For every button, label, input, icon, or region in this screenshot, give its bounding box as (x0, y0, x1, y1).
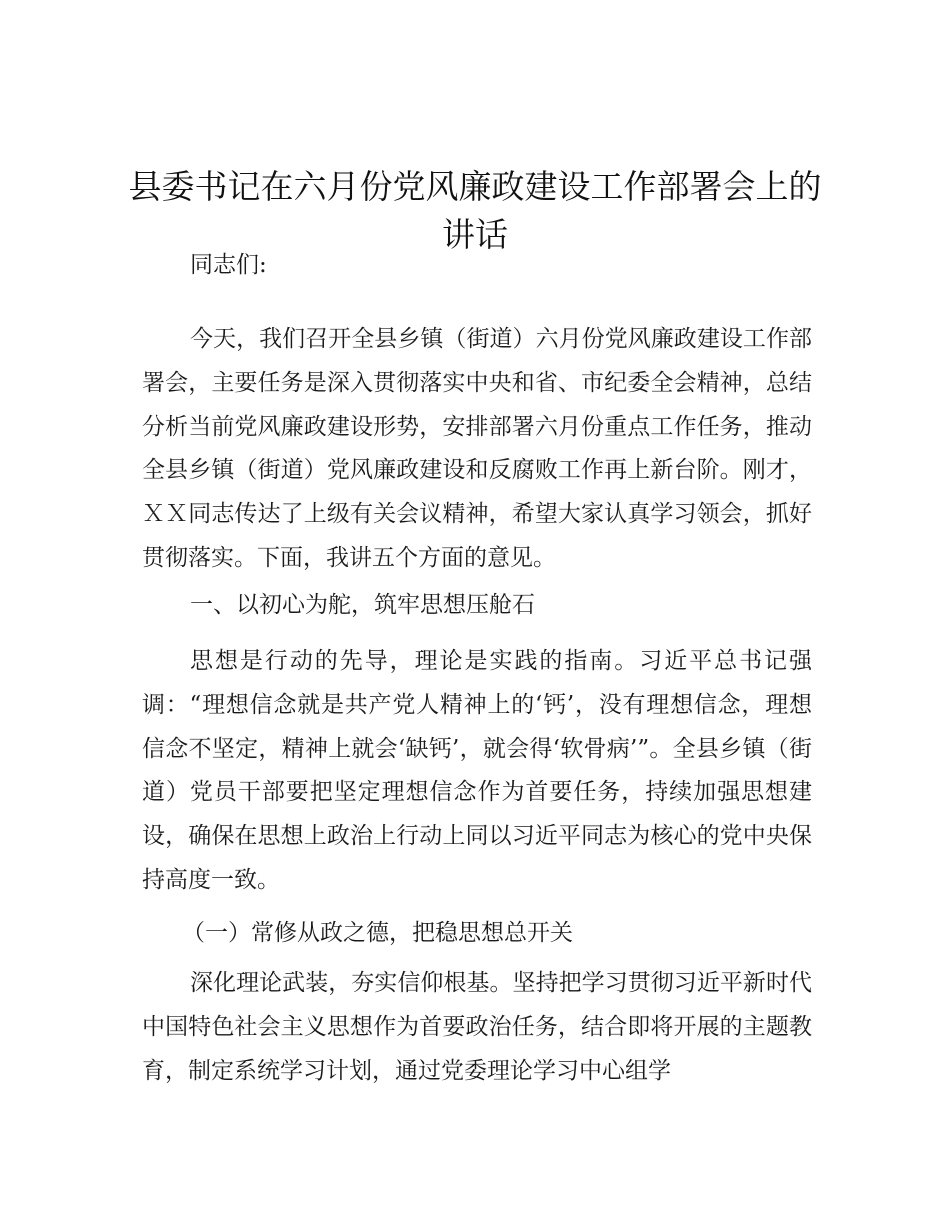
paragraph-opening: 今天，我们召开全县乡镇（街道）六月份党风廉政建设工作部署会，主要任务是深入贯彻落实中央和省、市纪委全会精神，总结分析当前党风廉政建设形势，安排部署六月份重点工作任务，推动全县乡镇（街道）党风廉政建设和反腐败工作再上新台阶。刚才，ＸＸ同志传达了上级有关会议精神，希望大家认真学习领会，抓好贯彻落实。下面，我讲五个方面的意见。 (142, 326, 812, 571)
paragraph-section-1: 思想是行动的先导，理论是实践的指南。习近平总书记强调：“理想信念就是共产党人精神上的‘钙’，没有理想信念，理想信念不坚定，精神上就会‘缺钙’，就会得‘软骨病’”。全县乡镇（街道）党员干部要把坚定理想信念作为首要任务，持续加强思想建设，确保在思想上政治上行动上同以习近平同志为核心的党中央保持高度一致。 (142, 648, 812, 893)
paragraph-subsection-1-1: 深化理论武装，夯实信仰根基。坚持把学习贯彻习近平新时代中国特色社会主义思想作为首要政治任务，结合即将开展的主题教育，制定系统学习计划，通过党委理论学习中心组学 (142, 970, 812, 1084)
document-title: 县委书记在六月份党风廉政建设工作部署会上的讲话 (128, 167, 822, 254)
salutation: 同志们: (190, 252, 267, 278)
section-heading-1: 一、以初心为舵，筑牢思想压舱石 (190, 592, 535, 618)
subsection-heading-1-1: （一）常修从政之德，把稳思想总开关 (182, 920, 573, 946)
